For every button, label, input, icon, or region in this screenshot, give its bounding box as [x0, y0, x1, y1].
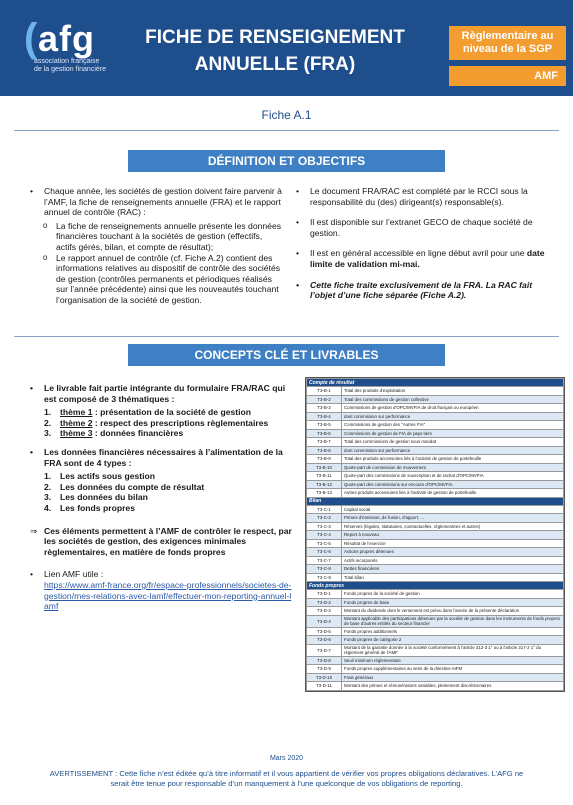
table-row — [307, 463, 564, 472]
table-cell-code: T3-D-8 — [307, 656, 342, 665]
table-cell-label: Montant du dividende dont le versement est prévu dans l'année de la présente déclaration — [342, 607, 564, 616]
conclusion-arrow-item: ⇒ Ces éléments permettent à l’AMF de contrôler le respect, par les sociétés de gestion, des exigences minimales règlementaires, en matière de fonds propres — [30, 526, 292, 558]
table-cell-label: Réserves (légales, statutaires, contractuelles, réglementées et autres) — [342, 522, 564, 531]
table-row — [307, 598, 564, 607]
table-cell-code: T3-B-3 — [307, 404, 342, 413]
table-row — [307, 682, 564, 691]
table-cell-label: Commissions de gestion de FIA de pays tiers — [342, 429, 564, 438]
table-row — [307, 421, 564, 430]
definition-right-column — [296, 186, 554, 304]
type-item: 2. Les données du compte de résultat — [44, 481, 205, 492]
table-cell-label: dont commission sur performance — [342, 412, 564, 421]
table-cell-code: T3-C-3 — [307, 522, 342, 531]
theme-item: 2. thème 2 : respect des prescriptions règlementaires — [44, 417, 269, 428]
table-section-header: Fonds propres — [307, 582, 564, 590]
table-row — [307, 505, 564, 514]
definition-subbullet: o Le rapport annuel de contrôle (cf. Fiche A.2) contient des informations relatives au dispositif de contrôle des sociétés de gestion (contrôles permanents et périodiques réalisés sur l’année précédente) ainsi que les nouveautés touchant l’organisation de la société de gestion. — [30, 253, 282, 306]
table-cell-label: Montant applicable des participations détenues par la société de gestion dans les instruments de fonds propres de base d'autres entités du secteur financier — [342, 615, 564, 627]
table-row — [307, 573, 564, 582]
type-item: 4. Les fonds propres — [44, 502, 135, 513]
table-row — [307, 404, 564, 413]
table-cell-label: Commissions de gestion des "Autres FIA" — [342, 421, 564, 430]
table-cell-code: T3-C-9 — [307, 573, 342, 582]
table-cell-label: Quote-part des commissions sur encours d'OPC/MVFIA — [342, 480, 564, 489]
concepts-bullet: • Les données financières nécessaires à l’alimentation de la FRA sont de 4 types : — [30, 447, 292, 468]
table-cell-label: Commissions de gestion d'OPC/MVFIA de droit français ou européen — [342, 404, 564, 413]
table-cell-label: Total des commissions de gestion collective — [342, 395, 564, 404]
table-row — [307, 548, 564, 557]
logo-subtitle-1: association française — [34, 58, 100, 65]
header-banner — [0, 0, 573, 96]
table-row — [307, 615, 564, 627]
table-row — [307, 539, 564, 548]
table-cell-label: Fonds propres additionnels — [342, 627, 564, 636]
table-cell-label: Fonds propres supplémentaires au sens de la directive AIFM — [342, 665, 564, 674]
theme-item: 1. thème 1 : présentation de la société de gestion — [44, 407, 252, 418]
table-cell-code: T3-D-6 — [307, 636, 342, 645]
table-cell-label: Fonds propres de base — [342, 598, 564, 607]
definition-bullet: • Le document FRA/RAC est complété par le RCCI sous la responsabilité du (des) dirigeant(s) responsable(s). — [296, 186, 554, 207]
table-cell-label: Autres produits accessoires liés à l'activité de gestion de portefeuille — [342, 489, 564, 498]
regulatory-badge: Règlementaire au niveau de la SGP — [449, 26, 566, 60]
table-row — [307, 565, 564, 574]
table-cell-code: T3-D-7 — [307, 644, 342, 656]
definition-subbullet: o La fiche de renseignements annuelle présente les données financières touchant à la sociétés de gestion (effectifs, actifs gérés, bilan, et compte de résultat); — [30, 221, 282, 253]
table-cell-code: T3-D-4 — [307, 615, 342, 627]
table-row — [307, 446, 564, 455]
table-cell-code: T3-D-9 — [307, 665, 342, 674]
table-row — [307, 627, 564, 636]
table-row — [307, 556, 564, 565]
deadline-text: Il est en général accessible en ligne début avril pour une — [310, 248, 525, 259]
table-row — [307, 636, 564, 645]
table-row — [307, 480, 564, 489]
table-cell-label: Quote-part de commission de mouvement — [342, 463, 564, 472]
table-cell-code: T3-C-6 — [307, 548, 342, 557]
table-row — [307, 656, 564, 665]
logo-bracket-icon: ( — [24, 16, 38, 60]
table-row — [307, 590, 564, 599]
table-cell-label: Actions propres détenues — [342, 548, 564, 557]
link-label: • Lien AMF utile : — [44, 569, 104, 580]
type-item: 1. Les actifs sous gestion — [44, 471, 156, 482]
table-cell-code: T3-C-4 — [307, 531, 342, 540]
table-cell-code: T3-B-9 — [307, 455, 342, 464]
definition-bullet: • Il est disponible sur l’extranet GECO de chaque société de gestion. — [296, 217, 554, 238]
definition-bullet: • Chaque année, les sociétés de gestion doivent faire parvenir à l’AMF, la fiche de renseignements annuelle (FRA) et le rapport annuel de contrôle (RAC) : — [30, 186, 282, 218]
table-cell-code: T3-D-3 — [307, 607, 342, 616]
table-cell-label: Fonds propres de la société de gestion — [342, 590, 564, 599]
table-cell-label: dont commission sur performance — [342, 446, 564, 455]
table-cell-code: T3-B-2 — [307, 395, 342, 404]
footer-date: Mars 2020 — [269, 755, 304, 762]
title-line-1: FICHE DE RENSEIGNEMENT — [145, 27, 405, 48]
table-row — [307, 395, 564, 404]
table-cell-label: Report à nouveau — [342, 531, 564, 540]
table-cell-code: T3-B-7 — [307, 438, 342, 447]
table-cell-code: T3-C-7 — [307, 556, 342, 565]
table-cell-label: Seuil minimum réglementaire — [342, 656, 564, 665]
table-cell-code: T3-C-8 — [307, 565, 342, 574]
fra-data-table — [305, 377, 565, 692]
section-concepts-title: CONCEPTS CLÉ ET LIVRABLES — [128, 344, 445, 366]
table-cell-code: T3-B-12 — [307, 480, 342, 489]
title-line-2: ANNUELLE (FRA) — [194, 54, 356, 75]
table-row — [307, 607, 564, 616]
table-cell-label: Quote-part des commissions de souscription et de rachat d'OPC/MVFIA — [342, 472, 564, 481]
definition-left-column — [30, 186, 282, 306]
fiche-label: Fiche A.1 — [261, 108, 312, 122]
table-row — [307, 522, 564, 531]
concepts-left-column — [30, 383, 292, 615]
table-cell-code: T3-C-1 — [307, 505, 342, 514]
table-cell-code: T3-B-8 — [307, 446, 342, 455]
section-definition-title: DÉFINITION ET OBJECTIFS — [128, 150, 445, 172]
table-cell-label: Montant des primes et rémunérations variables, pleinement discrétionnaires — [342, 682, 564, 691]
divider — [14, 130, 559, 131]
deadline-emphasis: date limite de validation mi-mai. — [310, 248, 545, 269]
amf-link[interactable]: https://www.amf-france.org/fr/espace-professionnels/societes-de-gestion/mes-relations-avec-lamf/effectuer-mon-reporting-annuel-lamf — [44, 579, 292, 612]
table-row — [307, 489, 564, 498]
table-cell-label: Résultat de l'exercice — [342, 539, 564, 548]
table-cell-label: Total des produits accessoires liés à l'activité de gestion de portefeuille — [342, 455, 564, 464]
table-cell-code: T3-B-11 — [307, 472, 342, 481]
table-row — [307, 455, 564, 464]
table-cell-label: Total des commissions de gestion sous mandat — [342, 438, 564, 447]
table-cell-label: Total bilan — [342, 573, 564, 582]
table-cell-code: T3-B-4 — [307, 412, 342, 421]
divider — [14, 336, 559, 337]
table-cell-code: T3-B-5 — [307, 421, 342, 430]
page-title — [120, 24, 430, 78]
table-row — [307, 438, 564, 447]
table-cell-code: T3-D-5 — [307, 627, 342, 636]
definition-bullet — [296, 248, 554, 269]
table-section-header: Bilan — [307, 497, 564, 505]
table-cell-label: Capital social — [342, 505, 564, 514]
logo-subtitle-2: de la gestion financière — [34, 66, 106, 73]
table-row — [307, 531, 564, 540]
table-section-header: Compte de résultat — [307, 379, 564, 387]
table-row — [307, 673, 564, 682]
amf-badge: AMF — [449, 66, 566, 86]
theme-item: 3. thème 3 : données financières — [44, 428, 184, 439]
table-cell-code: T3-B-10 — [307, 463, 342, 472]
table-row — [307, 387, 564, 396]
table-cell-label: Actifs incorporels — [342, 556, 564, 565]
table-cell-code: T3-B-13 — [307, 489, 342, 498]
table-cell-code: T3-C-2 — [307, 514, 342, 523]
table-row — [307, 514, 564, 523]
definition-note: • Cette fiche traite exclusivement de la FRA. La RAC fait l’objet d’une fiche séparée (Fiche A.2). — [296, 280, 554, 301]
table-cell-code: T3-D-11 — [307, 682, 342, 691]
table-row — [307, 412, 564, 421]
table-row — [307, 665, 564, 674]
table-cell-label: Primes d'émission, de fusion, d'apport, ... — [342, 514, 564, 523]
concepts-bullet: • Le livrable fait partie intégrante du formulaire FRA/RAC qui est composé de 3 thématiques : — [30, 383, 292, 404]
table-row — [307, 429, 564, 438]
table-cell-label: Montant de la garantie donnée à la société conformément à l'article 312-3 1° ou à l'article 317-2 1° du règlement général de l'AMF — [342, 644, 564, 656]
type-item: 3. Les données du bilan — [44, 492, 148, 503]
table-cell-label: Total des produits d'exploitation — [342, 387, 564, 396]
footer-warning: AVERTISSEMENT : Cette fiche n’est éditée qu’à titre informatif et il vous appartient de vérifier vos propres obligations déclaratives. L’AFG ne serait être tenue pour responsable d’un manquement à l’une quelconque de vos obligations de reporting. — [49, 769, 524, 788]
table-cell-label: Frais généraux — [342, 673, 564, 682]
table-cell-code: T3-B-6 — [307, 429, 342, 438]
table-row — [307, 644, 564, 656]
table-cell-label: Fonds propres de catégorie 2 — [342, 636, 564, 645]
table-cell-code: T3-C-5 — [307, 539, 342, 548]
table-cell-code: T3-B-1 — [307, 387, 342, 396]
logo-text: afg — [38, 18, 95, 59]
table-cell-code: T3-D-2 — [307, 598, 342, 607]
table-cell-label: Dettes financières — [342, 565, 564, 574]
table-cell-code: T3-D-1 — [307, 590, 342, 599]
link-bullet — [30, 569, 292, 611]
table-row — [307, 472, 564, 481]
table-cell-code: T3-D-10 — [307, 673, 342, 682]
